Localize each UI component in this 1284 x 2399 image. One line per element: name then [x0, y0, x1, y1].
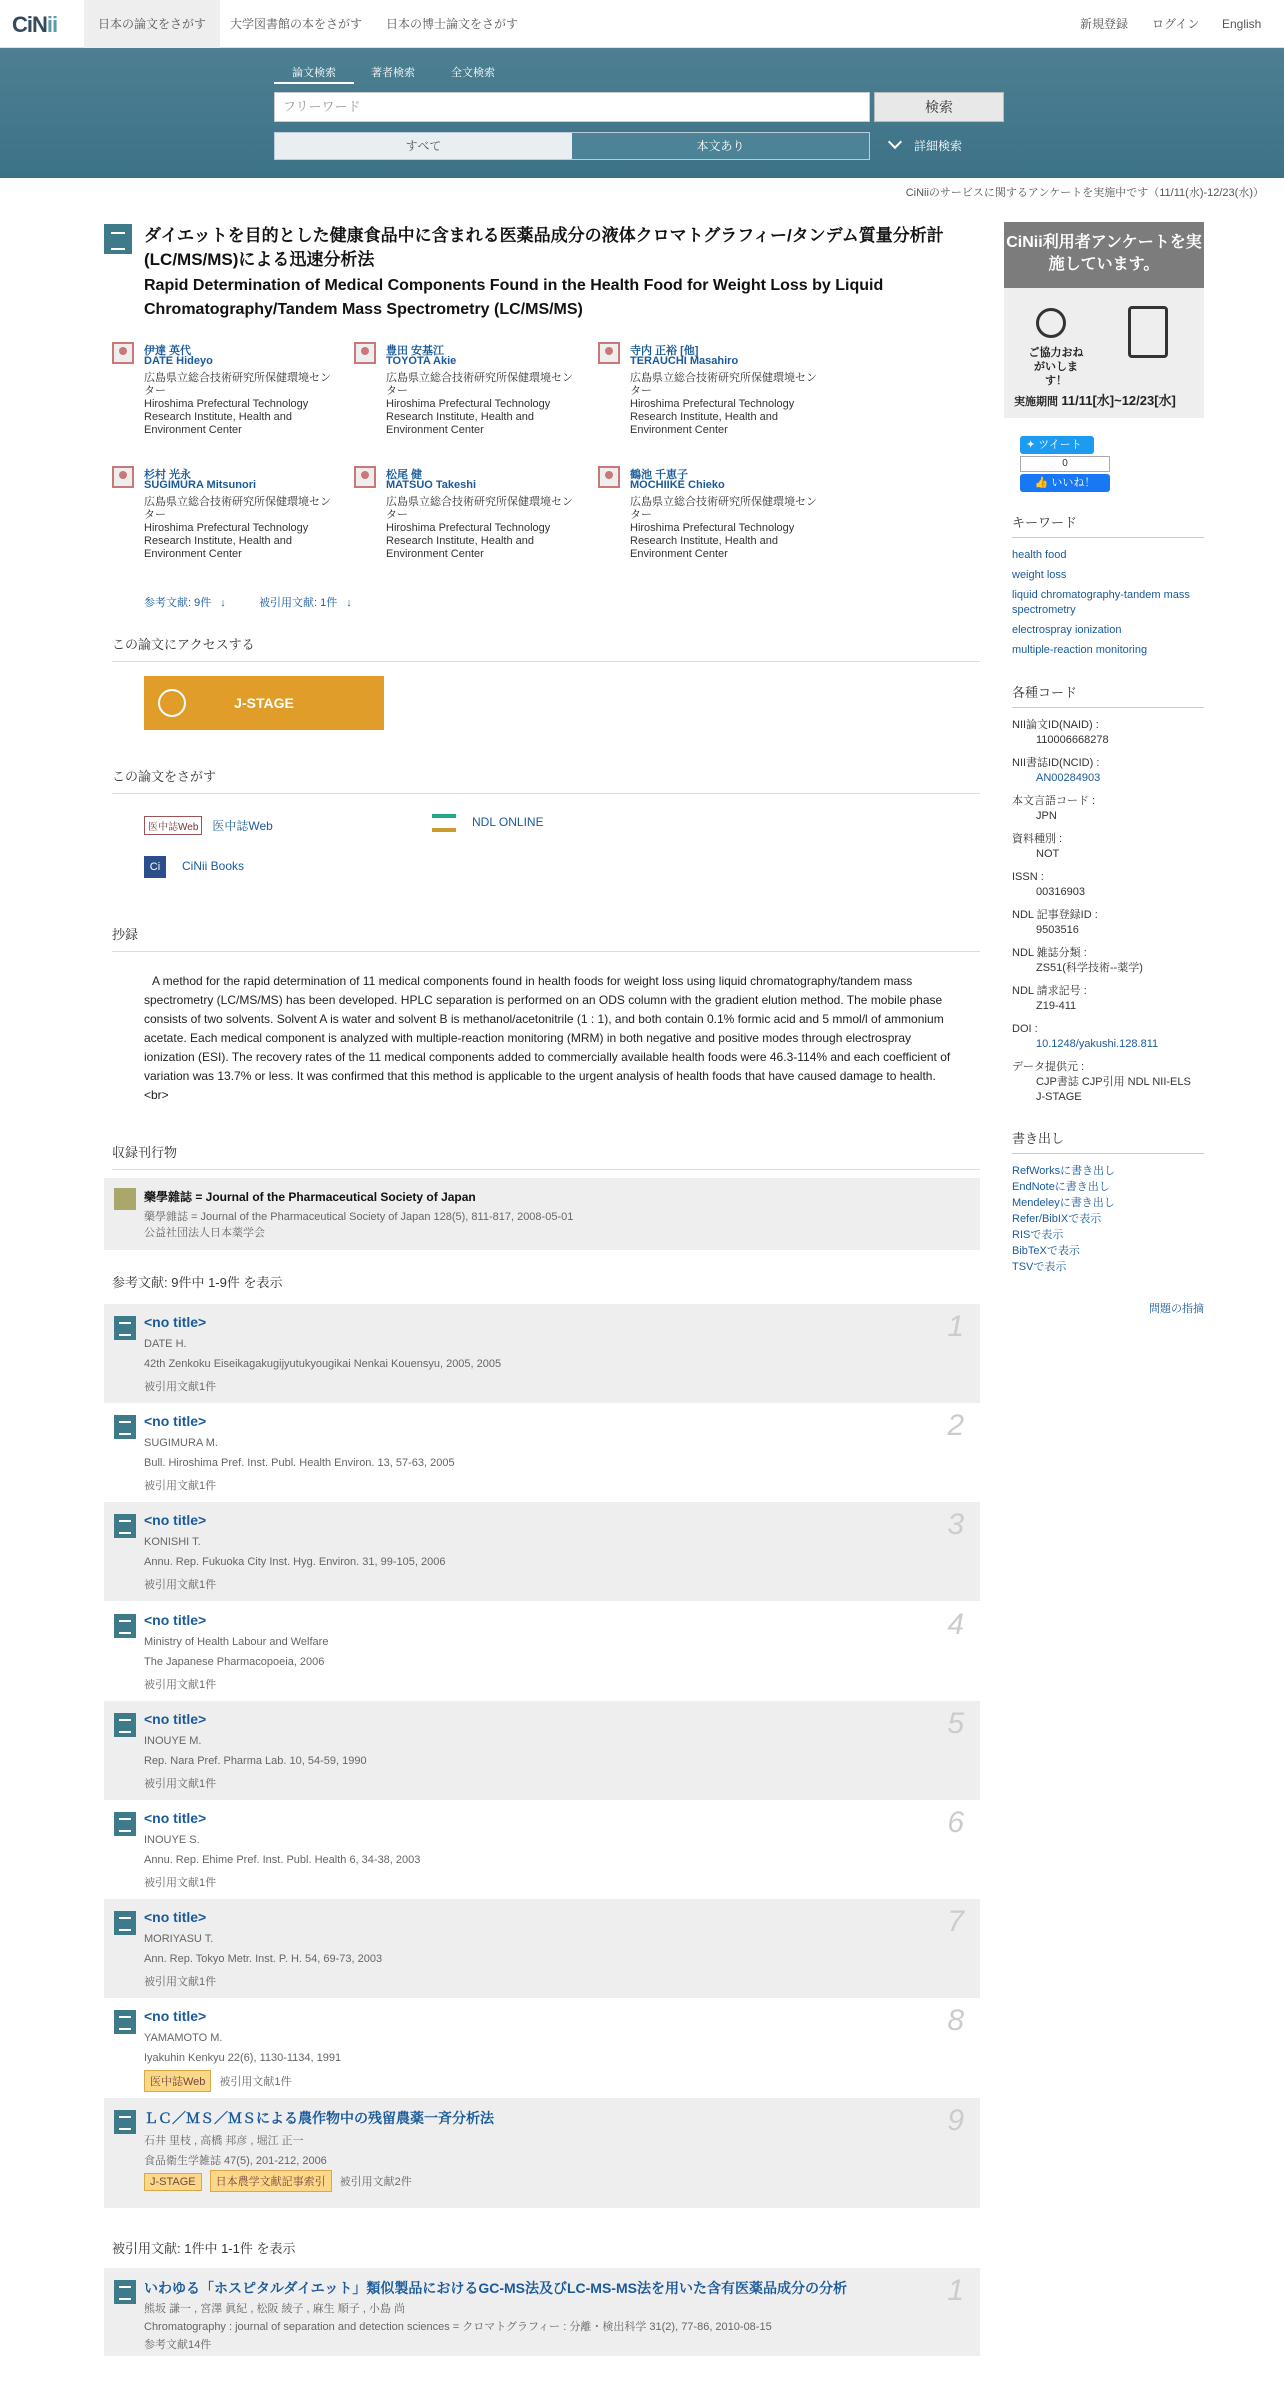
reference-links	[144, 2170, 412, 2192]
reference-item	[104, 2098, 980, 2208]
code-label: ISSN :	[1012, 871, 1044, 883]
code-label: 資料種別 :	[1012, 833, 1063, 845]
author-name-ja[interactable]: 杉村 光永	[144, 469, 192, 481]
reference-title[interactable]: <no title>	[144, 1512, 207, 1529]
article-icon	[114, 1911, 136, 1935]
clipboard-icon	[1128, 306, 1168, 358]
filter-fulltext[interactable]: 本文あり	[572, 133, 869, 159]
export-heading: 書き出し	[1012, 1128, 1204, 1154]
author-name-en[interactable]: MOCHIIKE Chieko	[630, 479, 725, 491]
cited-count-link[interactable]: 被引用文献: 1件 ↓	[259, 597, 352, 609]
avatar-icon	[598, 466, 620, 488]
reference-source: Iyakuhin Kenkyu 22(6), 1130-1134, 1991	[144, 2052, 342, 2065]
author-name-en[interactable]: SUGIMURA Mitsunori	[144, 479, 257, 491]
reference-title[interactable]: <no title>	[144, 1909, 207, 1926]
reference-title[interactable]: <no title>	[144, 1611, 207, 1628]
reference-cited-count[interactable]: 被引用文献1件	[144, 1579, 217, 1592]
export-link[interactable]: TSVで表示	[1012, 1261, 1067, 1273]
people-icon	[1036, 308, 1066, 338]
report-issue-link[interactable]: 問題の指摘	[1149, 1303, 1204, 1315]
cited-heading: 被引用文献: 1件中 1-1件 を表示	[112, 2241, 296, 2256]
like-count: 0	[1020, 456, 1110, 472]
reference-source: Bull. Hiroshima Pref. Inst. Publ. Health Environ. 13, 57-63, 2005	[144, 1457, 455, 1470]
code-entry	[1012, 1022, 1202, 1052]
reference-item	[104, 1502, 980, 1601]
author-affiliation: 広島県立総合技術研究所保健環境センター Hiroshima Prefectural Technology Research Institute, Health and Environment Center	[144, 372, 331, 436]
article-icon	[114, 1713, 136, 1737]
keyword-link[interactable]: weight loss	[1012, 569, 1067, 581]
fulltext-filter	[274, 132, 870, 160]
author-affiliation: 広島県立総合技術研究所保健環境センター Hiroshima Prefectural Technology Research Institute, Health and Environment Center	[144, 496, 331, 560]
code-entry	[1012, 984, 1202, 1014]
chevron-down-icon	[888, 135, 902, 149]
reference-author: YAMAMOTO M.	[144, 2032, 223, 2045]
thumbs-up-icon: 👍	[1034, 477, 1052, 489]
login-link[interactable]: ログイン	[1152, 17, 1200, 31]
export-link[interactable]: EndNoteに書き出し	[1012, 1181, 1110, 1193]
article-title-ja: ダイエットを目的とした健康食品中に含まれる医薬品成分の液体クロマトグラフィー/タンデム質量分析計(LC/MS/MS)による迅速分析法	[144, 226, 944, 269]
code-value[interactable]: AN00284903	[1036, 772, 1101, 784]
author-name-ja[interactable]: 寺内 正裕 [他]	[630, 345, 699, 357]
twitter-icon: ✦	[1026, 439, 1039, 451]
reference-item	[104, 1403, 980, 1502]
journal-title[interactable]: 藥學雜誌 = Journal of the Pharmaceutical Society of Japan	[144, 1190, 476, 1204]
abstract-heading: 抄録	[112, 924, 980, 952]
code-label: NII論文ID(NAID) :	[1012, 719, 1099, 731]
code-label: DOI :	[1012, 1023, 1038, 1035]
keyword-link[interactable]: electrospray ionization	[1012, 624, 1122, 636]
reference-number: 4	[947, 1607, 964, 1641]
search-button[interactable]: 検索	[874, 92, 1004, 122]
tab-fulltext-search[interactable]: 全文検索	[451, 67, 495, 79]
author-name-ja[interactable]: 松尾 健	[386, 469, 423, 481]
ndl-online-link[interactable]: NDL ONLINE	[432, 814, 544, 832]
reference-cited-count[interactable]: 被引用文献1件	[144, 1976, 217, 1989]
cinii-logo[interactable]: CiNii	[12, 12, 58, 37]
code-label: NDL 請求記号 :	[1012, 985, 1087, 997]
jstage-icon	[158, 689, 186, 717]
codes-heading: 各種コード	[1012, 682, 1204, 708]
reference-number: 5	[947, 1706, 964, 1740]
reference-item	[104, 1899, 980, 1998]
code-value: 9503516	[1036, 924, 1079, 936]
reference-cited-count[interactable]: 被引用文献1件	[144, 1480, 217, 1493]
cited-source: Chromatography : journal of separation and detection sciences = クロマトグラフィー : 分離・検出科学 31(2), 77-86, 2010-08-15	[144, 2321, 772, 2333]
nav-tab-dissertations[interactable]: 日本の博士論文をさがす	[386, 17, 519, 31]
cited-title[interactable]: いわゆる「ホスピタルダイエット」類似製品におけるGC-MS法及びLC-MS-MS法を用いた含有医薬品成分の分析	[144, 2280, 847, 2296]
author-name-en[interactable]: MATSUO Takeshi	[386, 479, 477, 491]
code-entry	[1012, 756, 1202, 786]
reference-cited-count[interactable]: 被引用文献1件	[144, 1777, 217, 1790]
reference-source: Annu. Rep. Fukuoka City Inst. Hyg. Environ. 31, 99-105, 2006	[144, 1556, 446, 1569]
code-value[interactable]: 10.1248/yakushi.128.811	[1036, 1038, 1159, 1050]
reference-source: Annu. Rep. Ehime Pref. Inst. Publ. Health 6, 34-38, 2003	[144, 1854, 421, 1866]
reference-author: MORIYASU T.	[144, 1933, 214, 1946]
article-icon	[114, 2110, 136, 2134]
reference-source: Rep. Nara Pref. Pharma Lab. 10, 54-59, 1990	[144, 1754, 367, 1767]
export-link[interactable]: RefWorksに書き出し	[1012, 1165, 1116, 1177]
code-value: 00316903	[1036, 886, 1085, 898]
reference-item	[104, 1800, 980, 1899]
search-band	[0, 48, 1284, 178]
advanced-search-link[interactable]: 詳細検索	[890, 132, 962, 160]
nav-tab-books[interactable]: 大学図書館の本をさがす	[230, 17, 363, 31]
avatar-icon	[112, 342, 134, 364]
avatar-icon	[112, 466, 134, 488]
code-value: Z19-411	[1036, 1000, 1077, 1012]
code-value: 110006668278	[1036, 734, 1109, 746]
ndl-icon	[432, 814, 456, 832]
survey-notice[interactable]: CiNiiのサービスに関するアンケートを実施中です（11/11(水)-12/23(水)）	[905, 187, 1264, 199]
survey-period: 実施期間 11/11[水]~12/23[水]	[1014, 393, 1176, 408]
article-title-en: Rapid Determination of Medical Components Found in the Health Food for Weight Loss by Liquid Chromatography/Tandem Mass Spectrometry (LC/MS/MS)	[144, 277, 884, 318]
reference-title[interactable]: <no title>	[144, 1413, 207, 1430]
reference-links	[144, 2070, 292, 2092]
author-name-ja[interactable]: 鶴池 千恵子	[630, 469, 689, 481]
journal-detail: 藥學雜誌 = Journal of the Pharmaceutical Society of Japan 128(5), 811-817, 2008-05-01	[144, 1211, 574, 1223]
reference-item	[104, 1701, 980, 1800]
code-entry	[1012, 908, 1202, 938]
reference-author: SUGIMURA M.	[144, 1437, 218, 1450]
reference-author: INOUYE M.	[144, 1734, 202, 1747]
cited-ref-count[interactable]: 参考文献14件	[144, 2339, 212, 2351]
code-entry	[1012, 832, 1202, 862]
access-heading: この論文にアクセスする	[112, 634, 980, 662]
reference-number: 2	[947, 1409, 964, 1443]
reference-source: Ann. Rep. Tokyo Metr. Inst. P. H. 54, 69-73, 2003	[144, 1953, 383, 1966]
reference-source: 42th Zenkoku Eiseikagakugijyutukyougikai Nenkai Kouensyu, 2005, 2005	[144, 1358, 502, 1370]
reference-item	[104, 1602, 980, 1701]
keyword-link[interactable]: multiple-reaction monitoring	[1012, 644, 1148, 656]
reference-number: 9	[947, 2103, 964, 2137]
reference-number: 3	[947, 1508, 964, 1542]
reference-author: 石井 里枝 , 高橋 邦彦 , 堀江 正一	[144, 2134, 304, 2147]
article-icon	[104, 224, 132, 254]
code-entry	[1012, 718, 1202, 748]
references-heading: 参考文献: 9件中 1-9件 を表示	[112, 1275, 283, 1290]
reference-item	[104, 1304, 980, 1403]
reference-author: DATE H.	[144, 1338, 187, 1350]
reference-title[interactable]: <no title>	[144, 1314, 207, 1330]
keywords-heading: キーワード	[1012, 512, 1204, 538]
cinii-books-link[interactable]: Ci CiNii Books	[144, 856, 244, 878]
reference-number: 1	[947, 1310, 964, 1343]
reference-author: Ministry of Health Labour and Welfare	[144, 1635, 329, 1648]
reference-author: KONISHI T.	[144, 1536, 201, 1549]
reference-cited-count[interactable]: 被引用文献2件	[339, 2175, 412, 2188]
code-entry	[1012, 946, 1202, 976]
ref-badge-link[interactable]: 医中誌Web	[144, 2070, 211, 2092]
jstage-button[interactable]: J-STAGE	[144, 676, 384, 730]
code-value: JPN	[1036, 810, 1057, 822]
reference-cited-count[interactable]: 被引用文献1件	[144, 1678, 217, 1691]
code-label: NII書誌ID(NCID) :	[1012, 757, 1100, 769]
code-entry	[1012, 794, 1202, 824]
avatar-icon	[354, 342, 376, 364]
top-navigation	[0, 0, 1284, 48]
article-icon	[114, 1316, 136, 1340]
ref-badge-link[interactable]: 日本農学文献記事索引	[210, 2170, 332, 2192]
article-icon	[114, 1514, 136, 1538]
export-link[interactable]: Mendeleyに書き出し	[1012, 1197, 1115, 1209]
author-affiliation: 広島県立総合技術研究所保健環境センター Hiroshima Prefectural Technology Research Institute, Health and Environment Center	[630, 372, 817, 436]
ref-badge-link[interactable]: J-STAGE	[144, 2173, 202, 2191]
code-value: NOT	[1036, 848, 1060, 860]
arrow-down-icon: ↓	[220, 597, 226, 609]
reference-item	[104, 1998, 980, 2097]
code-value: ZS51(科学技術--薬学)	[1036, 962, 1143, 974]
register-link[interactable]: 新規登録	[1080, 17, 1129, 31]
author-name-en[interactable]: TOYOTA Akie	[386, 355, 457, 367]
publication-box[interactable]	[104, 1178, 980, 1250]
reference-source: The Japanese Pharmacopoeia, 2006	[144, 1655, 325, 1668]
reference-cited-count[interactable]: 被引用文献1件	[219, 2076, 292, 2089]
survey-message: ご協力おねがいします！	[1028, 347, 1084, 387]
cinii-books-icon: Ci	[144, 856, 166, 878]
article-icon	[114, 1415, 136, 1439]
reference-number: 6	[947, 1806, 964, 1839]
code-value: CJP書誌 CJP引用 NDL NII-ELS J-STAGE	[1036, 1076, 1191, 1103]
keyword-link[interactable]: health food	[1012, 549, 1067, 561]
author-name-en[interactable]: DATE Hideyo	[144, 355, 213, 367]
code-entry	[1012, 870, 1202, 900]
avatar-icon	[354, 466, 376, 488]
ichushi-logo: 医中誌Web	[144, 816, 202, 835]
reference-title[interactable]: <no title>	[144, 2008, 207, 2025]
export-link[interactable]: RISで表示	[1012, 1229, 1064, 1241]
survey-title: CiNii利用者アンケートを実施しています。	[1004, 222, 1204, 288]
find-heading: この論文をさがす	[112, 766, 980, 794]
code-label: NDL 記事登録ID :	[1012, 909, 1098, 921]
search-input[interactable]: フリーワード	[274, 92, 870, 122]
reference-title[interactable]: <no title>	[144, 1710, 207, 1727]
survey-banner[interactable]	[1004, 222, 1204, 418]
author-name-ja[interactable]: 豊田 安基江	[386, 345, 445, 357]
like-button[interactable]: 👍 いいね！	[1020, 474, 1110, 492]
reference-title[interactable]: <no title>	[144, 1810, 207, 1826]
ref-count-link[interactable]: 参考文献: 9件 ↓	[144, 597, 226, 609]
code-entry	[1012, 1060, 1202, 1105]
reference-cited-count[interactable]: 被引用文献1件	[144, 1381, 217, 1393]
export-link[interactable]: Refer/BibIXで表示	[1012, 1213, 1102, 1225]
author-affiliation: 広島県立総合技術研究所保健環境センター Hiroshima Prefectural Technology Research Institute, Health and Environment Center	[386, 372, 573, 436]
article-icon	[114, 2280, 136, 2304]
publication-heading: 収録刊行物	[112, 1142, 980, 1170]
tweet-button[interactable]: ✦ ツイート	[1020, 436, 1094, 454]
filter-all[interactable]: すべて	[275, 133, 572, 159]
cited-item	[104, 2268, 980, 2356]
journal-publisher: 公益社団法人日本薬学会	[144, 1227, 265, 1239]
cited-number: 1	[947, 2274, 964, 2307]
tab-article-search[interactable]: 論文検索	[274, 64, 354, 84]
reference-source: 食品衛生学雑誌 47(5), 201-212, 2006	[144, 2154, 327, 2167]
reference-cited-count[interactable]: 被引用文献1件	[144, 1877, 217, 1889]
export-link[interactable]: BibTeXで表示	[1012, 1245, 1080, 1257]
reference-number: 8	[947, 2004, 964, 2038]
tab-author-search[interactable]: 著者検索	[371, 67, 415, 79]
article-icon	[114, 1812, 136, 1836]
nav-tab-articles[interactable]: 日本の論文をさがす	[84, 0, 220, 48]
abstract-text: A method for the rapid determination of 11 medical components found in health foods for weight loss using liquid chromatography/tandem mass spectrometry (LC/MS/MS) has been developed. HPLC separation is performed on an ODS column with the gradient elution method. The mobile phase consists of two solvents. Solvent A is water and solvent B is methanol/acetonitrile (1 : 1), and both contain 0.1% formic acid and 5 mmol/l of ammonium acetate. Each medical component is analyzed with multiple-reaction monitoring (MRM) in both negative and positive modes through electrospray ionization (ESI). The recovery rates of the 11 medical components added to commercially available health foods were 46.3-114% and each coefficient of variation was 13.7% or less. It was confirmed that this method is applicable to the urgent analysis of health foods that have caused damage to health.<br>	[144, 974, 951, 1102]
arrow-down-icon: ↓	[346, 597, 352, 609]
code-label: NDL 雑誌分類 :	[1012, 947, 1087, 959]
author-name-en[interactable]: TERAUCHI Masahiro	[630, 355, 739, 367]
code-label: データ提供元 :	[1012, 1061, 1085, 1073]
ichushi-link[interactable]: 医中誌Web 医中誌Web	[144, 816, 273, 835]
reference-number: 7	[947, 1905, 964, 1939]
avatar-icon	[598, 342, 620, 364]
reference-author: INOUYE S.	[144, 1834, 200, 1846]
article-icon	[114, 1614, 136, 1638]
author-name-ja[interactable]: 伊達 英代	[144, 345, 192, 357]
code-label: 本文言語コード :	[1012, 795, 1096, 807]
english-link[interactable]: English	[1222, 17, 1262, 31]
journal-icon	[114, 1188, 136, 1210]
article-icon	[114, 2010, 136, 2034]
keyword-link[interactable]: liquid chromatography-tandem mass spectrometry	[1012, 589, 1190, 616]
cited-authors: 熊坂 謙一 , 宮澤 眞紀 , 松阪 綾子 , 麻生 順子 , 小島 尚	[144, 2303, 405, 2315]
author-affiliation: 広島県立総合技術研究所保健環境センター Hiroshima Prefectural Technology Research Institute, Health and Environment Center	[386, 496, 573, 560]
reference-title[interactable]: ＬＣ／ＭＳ／ＭＳによる農作物中の残留農薬一斉分析法	[144, 2109, 494, 2126]
author-affiliation: 広島県立総合技術研究所保健環境センター Hiroshima Prefectural Technology Research Institute, Health and Environment Center	[630, 496, 817, 560]
